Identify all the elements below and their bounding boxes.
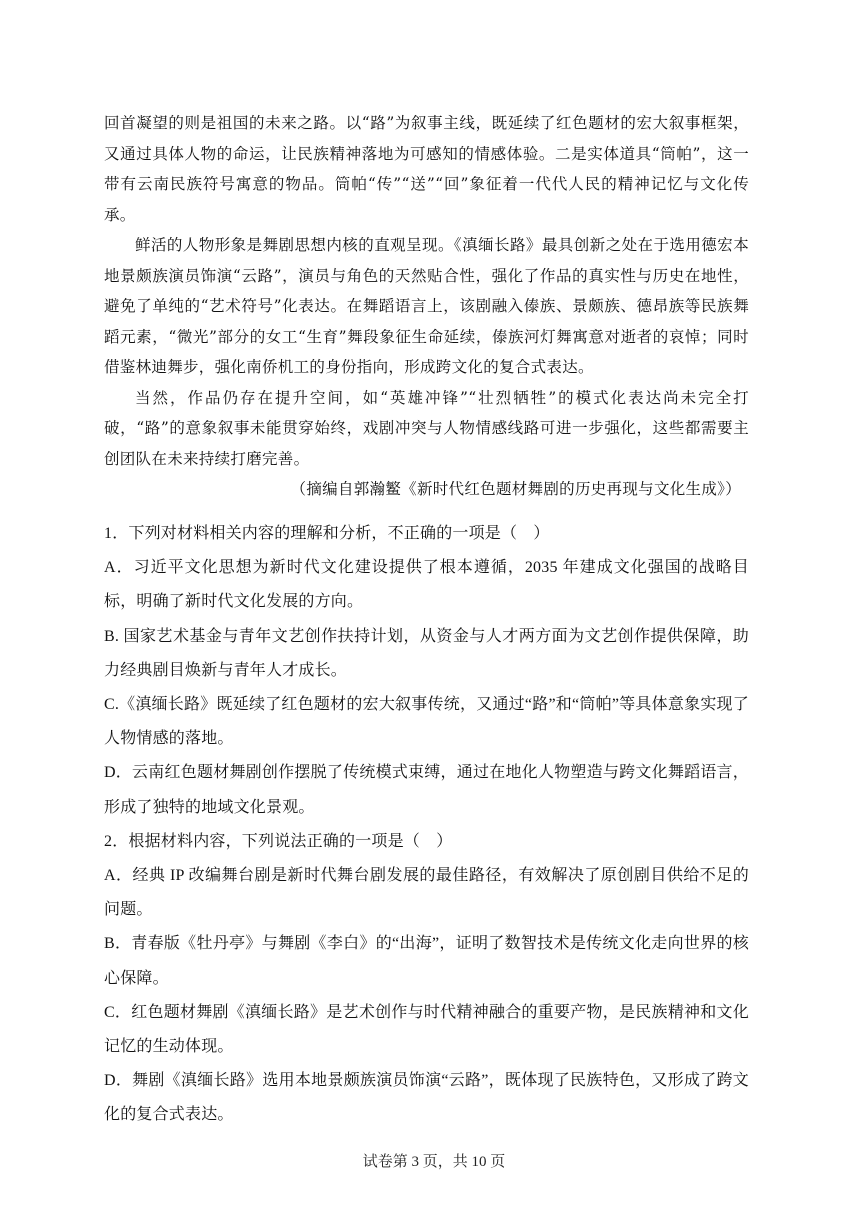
reading-passage xyxy=(104,108,749,505)
question-1-option-c: C.《滇缅长路》既延续了红色题材的宏大叙事传统，又通过“路”和“筒帕”等具体意象实现了人物情感的落地。 xyxy=(104,696,749,748)
question-2-option-d: D．舞剧《滇缅长路》选用本地景颇族演员饰演“云路”，既体现了民族特色，又形成了跨文化的复合式表达。 xyxy=(104,1072,749,1124)
passage-paragraph-1: 回首凝望的则是祖国的未来之路。以“路”为叙事主线，既延续了红色题材的宏大叙事框架，又通过具体人物的命运，让民族精神落地为可感知的情感体验。二是实体道具“筒帕”，这一带有云南民族符号寓意的物品。筒帕“传”“送”“回”象征着一代代人民的精神记忆与文化传承。 xyxy=(104,114,749,224)
question-2-option-b: B．青春版《牡丹亭》与舞剧《李白》的“出海”，证明了数智技术是传统文化走向世界的核心保障。 xyxy=(104,935,749,987)
passage-source: （摘编自郭瀚鳘《新时代红色题材舞剧的历史再现与文化生成》） xyxy=(290,480,741,498)
passage-paragraph-2: 鲜活的人物形象是舞剧思想内核的直观呈现。《滇缅长路》最具创新之处在于选用德宏本地景颇族演员饰演“云路”，演员与角色的天然贴合性，强化了作品的真实性与历史在地性，避免了单纯的“艺术符号”化表达。在舞蹈语言上，该剧融入傣族、景颇族、德昂族等民族舞蹈元素，“微光”部分的女工“生育”舞段象征生命延续，傣族河灯舞寓意对逝者的哀悼；同时借鉴林迪舞步，强化南侨机工的身份指向，形成跨文化的复合式表达。 xyxy=(104,236,749,376)
question-2-stem: 2．根据材料内容，下列说法正确的一项是（ ） xyxy=(104,832,453,850)
question-1-option-a: A．习近平文化思想为新时代文化建设提供了根本遵循，2035 年建成文化强国的战略目标，明确了新时代文化发展的方向。 xyxy=(104,559,749,611)
question-list xyxy=(104,517,749,1133)
question-1-option-d: D．云南红色题材舞剧创作摆脱了传统模式束缚，通过在地化人物塑造与跨文化舞蹈语言，形成了独特的地域文化景观。 xyxy=(104,764,749,816)
question-2-option-c: C．红色题材舞剧《滇缅长路》是艺术创作与时代精神融合的重要产物，是民族精神和文化记忆的生动体现。 xyxy=(104,1003,749,1056)
question-1-option-b: B. 国家艺术基金与青年文艺创作扶持计划，从资金与人才两方面为文艺创作提供保障，助力经典剧目焕新与青年人才成长。 xyxy=(104,627,749,679)
passage-paragraph-3: 当然，作品仍存在提升空间，如“英雄冲锋”“壮烈牺牲”的模式化表达尚未完全打破，“路”的意象叙事未能贯穿始终，戏剧冲突与人物情感线路可进一步强化，这些都需要主创团队在未来持续打磨完善。 xyxy=(104,388,749,468)
question-1-stem: 1．下列对材料相关内容的理解和分析，不正确的一项是（ ） xyxy=(104,525,550,542)
page-footer: 试卷第 3 页，共 10 页 xyxy=(362,1154,506,1170)
question-2-option-a: A．经典 IP 改编舞台剧是新时代舞台剧发展的最佳路径，有效解决了原创剧目供给不足的问题。 xyxy=(104,867,749,919)
